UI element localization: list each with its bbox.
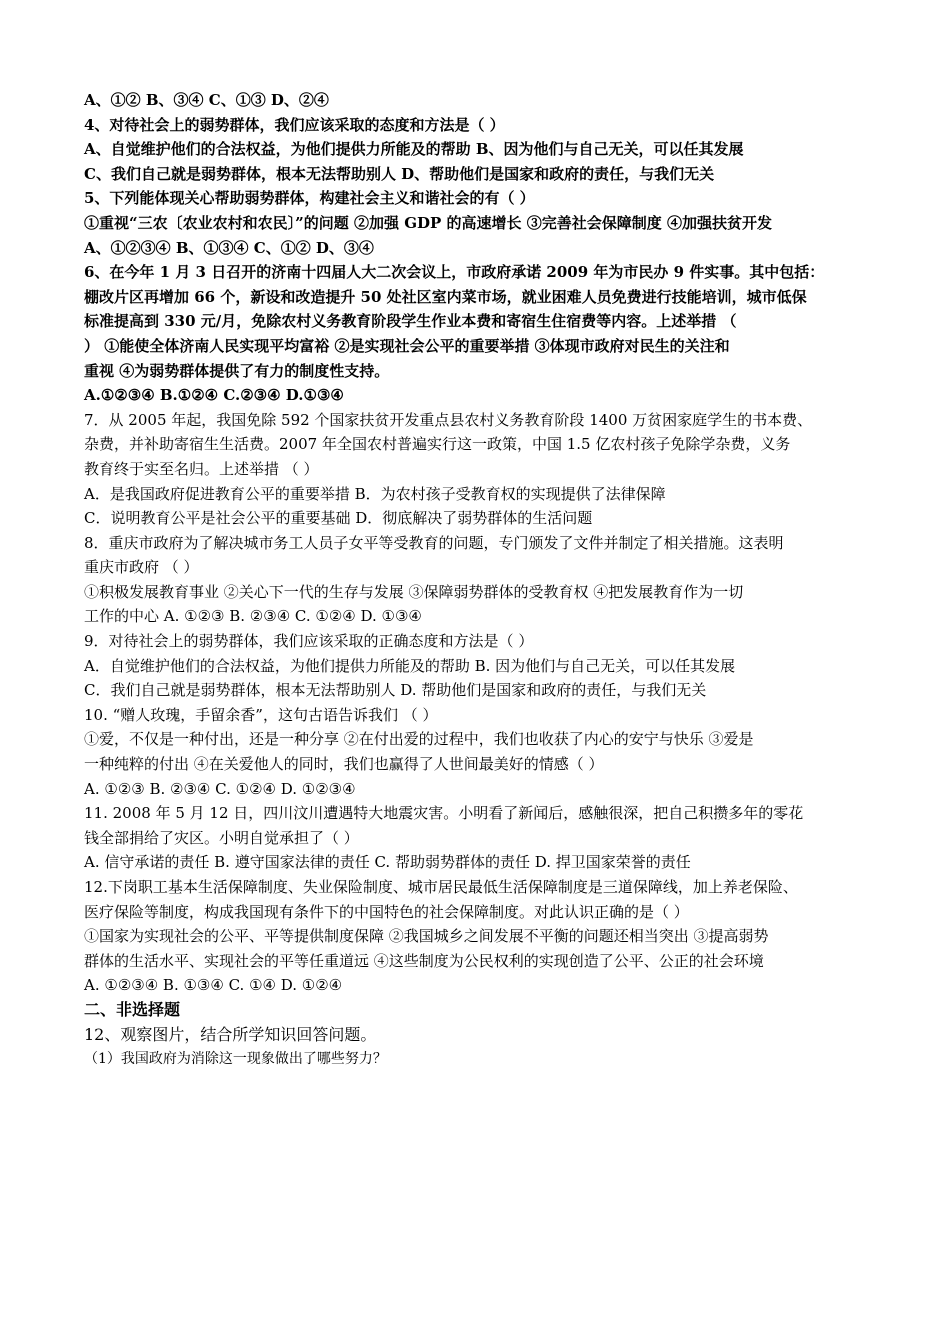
text-line: 医疗保险等制度，构成我国现有条件下的中国特色的社会保障制度。对此认识正确的是（ ） [84, 902, 689, 921]
text-line: 标准提高到 330 元/月，免除农村义务教育阶段学生作业本费和寄宿生住宿费等内容。上述举措 （ [84, 312, 737, 331]
text-line: 重庆市政府 （ ） [84, 558, 199, 577]
text-line: 8．重庆市政府为了解决城市务工人员子女平等受教育的问题，专门颁发了文件并制定了相关措施。这表明 [84, 533, 784, 552]
text-line: A、①② B、③④ C、①③ D、②④ [84, 91, 329, 109]
text-line: 10. “赠人玫瑰，手留余香”，这句古语告诉我们 （ ） [84, 705, 438, 724]
text-line: A、①②③④ B、①③④ C、①② D、③④ [84, 238, 374, 257]
question-prompt: 12、观察图片，结合所学知识回答问题。 [84, 1024, 377, 1044]
text-line: A、自觉维护他们的合法权益，为他们提供力所能及的帮助 B、因为他们与自己无关，可以任其发展 [84, 140, 744, 159]
text-line: A．是我国政府促进教育公平的重要举措 B．为农村孩子受教育权的实现提供了法律保障 [84, 484, 666, 503]
text-line: 11. 2008 年 5 月 12 日，四川汶川遭遇特大地震灾害。小明看了新闻后，感触很深，把自己积攒多年的零花 [84, 804, 804, 823]
text-line: 钱全部捐给了灾区。小明自觉承担了（ ） [84, 828, 359, 847]
document-body [84, 88, 874, 1072]
text-line: C．说明教育公平是社会公平的重要基础 D．彻底解决了弱势群体的生活问题 [84, 509, 593, 528]
text-line: A. ①②③④ B. ①③④ C. ①④ D. ①②④ [84, 976, 343, 995]
text-line: ①重视“三农〔农业农村和农民〕”的问题 ②加强 GDP 的高速增长 ③完善社会保障制度 ④加强扶贫开发 [84, 213, 772, 232]
text-line: 棚改片区再增加 66 个，新设和改造提升 50 处社区室内菜市场，就业困难人员免费进行技能培训，城市低保 [84, 287, 807, 306]
text-line: A.①②③④ B.①②④ C.②③④ D.①③④ [84, 386, 344, 405]
text-line: 群体的生活水平、实现社会的平等任重道远 ④这些制度为公民权利的实现创造了公平、公正的社会环境 [84, 951, 764, 970]
text-line: 12.下岗职工基本生活保障制度、失业保险制度、城市居民最低生活保障制度是三道保障线，加上养老保险、 [84, 878, 798, 896]
text-line: A. 信守承诺的责任 B. 遵守国家法律的责任 C. 帮助弱势群体的责任 D. 捍卫国家荣誉的责任 [84, 853, 691, 872]
text-line: ） ①能使全体济南人民实现平均富裕 ②是实现社会公平的重要举措 ③体现市政府对民生的关注和 [84, 336, 730, 355]
text-line: 7．从 2005 年起，我国免除 592 个国家扶贫开发重点县农村义务教育阶段 1400 万贫困家庭学生的书本费、 [84, 410, 813, 429]
text-line: 重视 ④为弱势群体提供了有力的制度性支持。 [84, 361, 390, 380]
text-line: ①积极发展教育事业 ②关心下一代的生存与发展 ③保障弱势群体的受教育权 ④把发展教育作为一切 [84, 582, 744, 601]
sub-question: （1）我国政府为消除这一现象做出了哪些努力？ [84, 1051, 387, 1068]
text-line: 9．对待社会上的弱势群体，我们应该采取的正确态度和方法是（ ） [84, 632, 534, 651]
text-line: C、我们自己就是弱势群体，根本无法帮助别人 D、帮助他们是国家和政府的责任，与我们无关 [84, 164, 715, 183]
text-line: 教育终于实至名归。上述举措 （ ） [84, 459, 319, 478]
text-line: A. ①②③ B. ②③④ C. ①②④ D. ①②③④ [84, 779, 356, 798]
text-line: C．我们自己就是弱势群体，根本无法帮助别人 D. 帮助他们是国家和政府的责任，与我们无关 [84, 681, 707, 700]
text-line: 一种纯粹的付出 ④在关爱他人的同时，我们也赢得了人世间最美好的情感（ ） [84, 755, 604, 774]
text-line: 5、下列能体现关心帮助弱势群体，构建社会主义和谐社会的有（ ） [84, 189, 535, 208]
text-line: 工作的中心 A. ①②③ B. ②③④ C. ①②④ D. ①③④ [84, 607, 422, 626]
text-line: 杂费，并补助寄宿生生活费。2007 年全国农村普遍实行这一政策，中国 1.5 亿农村孩子免除学杂费，义务 [84, 435, 791, 454]
text-line: 4、对待社会上的弱势群体，我们应该采取的态度和方法是（ ） [84, 115, 505, 134]
text-line: 6、在今年 1 月 3 日召开的济南十四届人大二次会议上，市政府承诺 2009 年为市民办 9 件实事。其中包括： [84, 263, 825, 282]
section-heading: 二、非选择题 [84, 999, 181, 1019]
text-line: A．自觉维护他们的合法权益，为他们提供力所能及的帮助 B. 因为他们与自己无关，可以任其发展 [84, 656, 736, 675]
text-line: ①爱，不仅是一种付出，还是一种分享 ②在付出爱的过程中，我们也收获了内心的安宁与快乐 ③爱是 [84, 730, 754, 749]
text-line: ①国家为实现社会的公平、平等提供制度保障 ②我国城乡之间发展不平衡的问题还相当突出 ③提高弱势 [84, 927, 769, 946]
